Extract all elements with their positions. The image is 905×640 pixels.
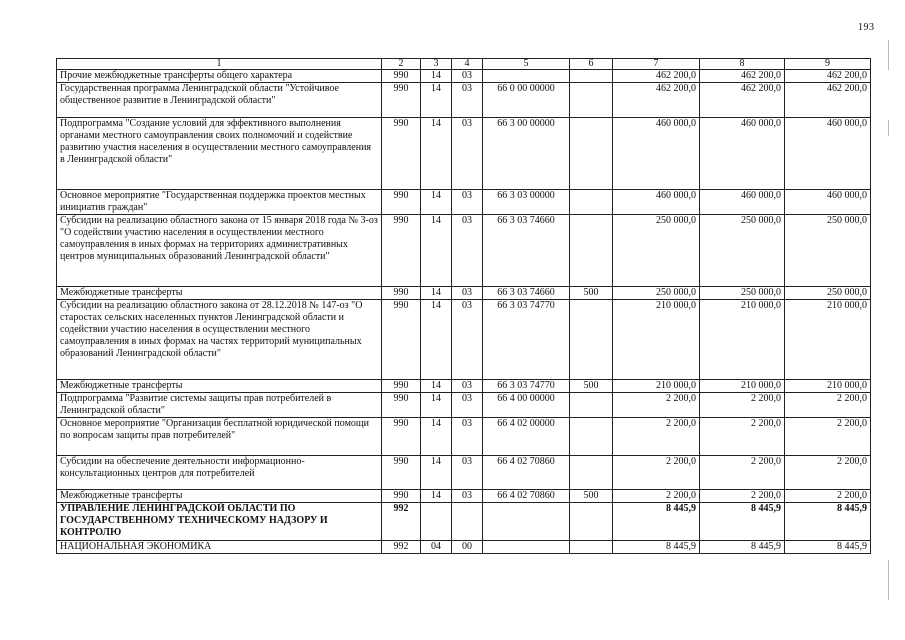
- table-row: [57, 287, 871, 300]
- scan-edge-mark: [888, 560, 889, 600]
- amount-year1-cell: 460 000,0: [613, 118, 700, 190]
- amount-year1-cell: 462 200,0: [613, 70, 700, 83]
- amount-year3-cell: 460 000,0: [785, 118, 871, 190]
- row-name-cell: Подпрограмма "Создание условий для эффективного выполнения органами местного самоуправления своих полномочий и содействие развитию участия населения в осуществлении местного самоуправления в Ленинградской области": [57, 118, 382, 190]
- table-row: [57, 215, 871, 287]
- target-article-cell: [483, 70, 570, 83]
- row-name-cell: Прочие межбюджетные трансферты общего характера: [57, 70, 382, 83]
- amount-year1-cell: 460 000,0: [613, 190, 700, 215]
- expense-type-cell: [570, 118, 613, 190]
- amount-year1-cell: 8 445,9: [613, 503, 700, 541]
- column-header: 7: [613, 59, 700, 70]
- row-name-cell: Субсидии на реализацию областного закона от 28.12.2018 № 147-оз "О старостах сельских населенных пунктов Ленинградской области и содействии участию населения в осуществлении местного самоуправления в иных формах на частях территорий муниципальных образований Ленинградской области": [57, 300, 382, 380]
- target-article-cell: 66 3 03 74770: [483, 380, 570, 393]
- amount-year2-cell: 210 000,0: [700, 300, 785, 380]
- amount-year2-cell: 250 000,0: [700, 215, 785, 287]
- column-number-row: [57, 59, 871, 70]
- ministry-code-cell: 990: [382, 70, 421, 83]
- section-code-cell: 14: [421, 215, 452, 287]
- ministry-code-cell: 990: [382, 490, 421, 503]
- row-name-cell: Основное мероприятие "Государственная поддержка проектов местных инициатив граждан": [57, 190, 382, 215]
- column-header: 5: [483, 59, 570, 70]
- subsection-code-cell: 03: [452, 190, 483, 215]
- amount-year3-cell: 462 200,0: [785, 70, 871, 83]
- amount-year2-cell: 2 200,0: [700, 393, 785, 418]
- row-name-cell: Межбюджетные трансферты: [57, 490, 382, 503]
- expense-type-cell: [570, 541, 613, 554]
- amount-year1-cell: 2 200,0: [613, 490, 700, 503]
- row-name-cell: Межбюджетные трансферты: [57, 380, 382, 393]
- expense-type-cell: [570, 190, 613, 215]
- amount-year3-cell: 210 000,0: [785, 300, 871, 380]
- row-name-cell: Субсидии на обеспечение деятельности информационно-консультационных центров для потребителей: [57, 456, 382, 490]
- table-row: [57, 503, 871, 541]
- amount-year3-cell: 250 000,0: [785, 215, 871, 287]
- ministry-code-cell: 992: [382, 503, 421, 541]
- section-code-cell: 14: [421, 70, 452, 83]
- target-article-cell: 66 3 03 74660: [483, 215, 570, 287]
- section-code-cell: 04: [421, 541, 452, 554]
- target-article-cell: [483, 503, 570, 541]
- amount-year1-cell: 8 445,9: [613, 541, 700, 554]
- amount-year1-cell: 2 200,0: [613, 418, 700, 456]
- subsection-code-cell: 03: [452, 490, 483, 503]
- expense-type-cell: [570, 503, 613, 541]
- row-name-cell: НАЦИОНАЛЬНАЯ ЭКОНОМИКА: [57, 541, 382, 554]
- row-name-cell: Государственная программа Ленинградской области "Устойчивое общественное развитие в Ленинградской области": [57, 83, 382, 118]
- amount-year3-cell: 2 200,0: [785, 418, 871, 456]
- column-header: 2: [382, 59, 421, 70]
- column-header: 9: [785, 59, 871, 70]
- amount-year2-cell: 462 200,0: [700, 83, 785, 118]
- budget-table: [56, 58, 871, 554]
- ministry-code-cell: 990: [382, 300, 421, 380]
- scan-edge-mark: [888, 40, 889, 70]
- ministry-code-cell: 990: [382, 215, 421, 287]
- row-name-cell: Субсидии на реализацию областного закона от 15 января 2018 года № 3-оз "О содействии участию населения в осуществлении местного самоуправления в иных формах на территориях административных центров муниципальных образований Ленинградской области": [57, 215, 382, 287]
- subsection-code-cell: 03: [452, 418, 483, 456]
- amount-year2-cell: 250 000,0: [700, 287, 785, 300]
- table-row: [57, 418, 871, 456]
- row-name-cell: Подпрограмма "Развитие системы защиты прав потребителей в Ленинградской области": [57, 393, 382, 418]
- amount-year3-cell: 8 445,9: [785, 541, 871, 554]
- target-article-cell: [483, 541, 570, 554]
- subsection-code-cell: 03: [452, 456, 483, 490]
- table-row: [57, 83, 871, 118]
- section-code-cell: 14: [421, 418, 452, 456]
- budget-table-body: [57, 59, 871, 554]
- expense-type-cell: [570, 215, 613, 287]
- table-row: [57, 190, 871, 215]
- amount-year3-cell: 210 000,0: [785, 380, 871, 393]
- section-code-cell: 14: [421, 118, 452, 190]
- expense-type-cell: [570, 300, 613, 380]
- subsection-code-cell: 00: [452, 541, 483, 554]
- subsection-code-cell: 03: [452, 118, 483, 190]
- amount-year1-cell: 210 000,0: [613, 300, 700, 380]
- amount-year3-cell: 2 200,0: [785, 490, 871, 503]
- table-row: [57, 118, 871, 190]
- column-header: 1: [57, 59, 382, 70]
- ministry-code-cell: 992: [382, 541, 421, 554]
- table-row: [57, 541, 871, 554]
- amount-year2-cell: 8 445,9: [700, 541, 785, 554]
- target-article-cell: 66 4 00 00000: [483, 393, 570, 418]
- subsection-code-cell: 03: [452, 393, 483, 418]
- subsection-code-cell: 03: [452, 300, 483, 380]
- page-number: 193: [858, 22, 875, 33]
- amount-year1-cell: 210 000,0: [613, 380, 700, 393]
- subsection-code-cell: [452, 503, 483, 541]
- section-code-cell: 14: [421, 287, 452, 300]
- expense-type-cell: 500: [570, 490, 613, 503]
- table-row: [57, 393, 871, 418]
- expense-type-cell: [570, 393, 613, 418]
- section-code-cell: 14: [421, 190, 452, 215]
- row-name-cell: УПРАВЛЕНИЕ ЛЕНИНГРАДСКОЙ ОБЛАСТИ ПО ГОСУДАРСТВЕННОМУ ТЕХНИЧЕСКОМУ НАДЗОРУ И КОНТРОЛЮ: [57, 503, 382, 541]
- table-row: [57, 300, 871, 380]
- amount-year2-cell: 462 200,0: [700, 70, 785, 83]
- amount-year2-cell: 2 200,0: [700, 418, 785, 456]
- column-header: 8: [700, 59, 785, 70]
- ministry-code-cell: 990: [382, 190, 421, 215]
- column-header: 3: [421, 59, 452, 70]
- amount-year1-cell: 2 200,0: [613, 393, 700, 418]
- target-article-cell: 66 3 03 74660: [483, 287, 570, 300]
- ministry-code-cell: 990: [382, 118, 421, 190]
- table-row: [57, 70, 871, 83]
- subsection-code-cell: 03: [452, 83, 483, 118]
- expense-type-cell: [570, 70, 613, 83]
- ministry-code-cell: 990: [382, 83, 421, 118]
- section-code-cell: 14: [421, 456, 452, 490]
- column-header: 6: [570, 59, 613, 70]
- table-row: [57, 456, 871, 490]
- amount-year2-cell: 8 445,9: [700, 503, 785, 541]
- amount-year1-cell: 250 000,0: [613, 215, 700, 287]
- subsection-code-cell: 03: [452, 70, 483, 83]
- section-code-cell: [421, 503, 452, 541]
- amount-year3-cell: 8 445,9: [785, 503, 871, 541]
- expense-type-cell: 500: [570, 380, 613, 393]
- target-article-cell: 66 3 03 74770: [483, 300, 570, 380]
- amount-year3-cell: 460 000,0: [785, 190, 871, 215]
- row-name-cell: Основное мероприятие "Организация бесплатной юридической помощи по вопросам защиты прав потребителей": [57, 418, 382, 456]
- ministry-code-cell: 990: [382, 393, 421, 418]
- section-code-cell: 14: [421, 393, 452, 418]
- amount-year3-cell: 2 200,0: [785, 393, 871, 418]
- target-article-cell: 66 0 00 00000: [483, 83, 570, 118]
- amount-year3-cell: 2 200,0: [785, 456, 871, 490]
- amount-year1-cell: 250 000,0: [613, 287, 700, 300]
- expense-type-cell: [570, 456, 613, 490]
- target-article-cell: 66 4 02 70860: [483, 456, 570, 490]
- target-article-cell: 66 3 00 00000: [483, 118, 570, 190]
- section-code-cell: 14: [421, 380, 452, 393]
- table-row: [57, 490, 871, 503]
- amount-year2-cell: 2 200,0: [700, 456, 785, 490]
- amount-year2-cell: 460 000,0: [700, 118, 785, 190]
- ministry-code-cell: 990: [382, 456, 421, 490]
- amount-year2-cell: 2 200,0: [700, 490, 785, 503]
- section-code-cell: 14: [421, 83, 452, 118]
- ministry-code-cell: 990: [382, 418, 421, 456]
- target-article-cell: 66 4 02 70860: [483, 490, 570, 503]
- subsection-code-cell: 03: [452, 215, 483, 287]
- expense-type-cell: 500: [570, 287, 613, 300]
- amount-year2-cell: 210 000,0: [700, 380, 785, 393]
- ministry-code-cell: 990: [382, 380, 421, 393]
- ministry-code-cell: 990: [382, 287, 421, 300]
- subsection-code-cell: 03: [452, 380, 483, 393]
- section-code-cell: 14: [421, 300, 452, 380]
- amount-year1-cell: 462 200,0: [613, 83, 700, 118]
- amount-year3-cell: 250 000,0: [785, 287, 871, 300]
- section-code-cell: 14: [421, 490, 452, 503]
- table-row: [57, 380, 871, 393]
- expense-type-cell: [570, 418, 613, 456]
- amount-year2-cell: 460 000,0: [700, 190, 785, 215]
- scan-edge-mark: [888, 120, 889, 136]
- row-name-cell: Межбюджетные трансферты: [57, 287, 382, 300]
- target-article-cell: 66 3 03 00000: [483, 190, 570, 215]
- amount-year3-cell: 462 200,0: [785, 83, 871, 118]
- subsection-code-cell: 03: [452, 287, 483, 300]
- amount-year1-cell: 2 200,0: [613, 456, 700, 490]
- column-header: 4: [452, 59, 483, 70]
- expense-type-cell: [570, 83, 613, 118]
- target-article-cell: 66 4 02 00000: [483, 418, 570, 456]
